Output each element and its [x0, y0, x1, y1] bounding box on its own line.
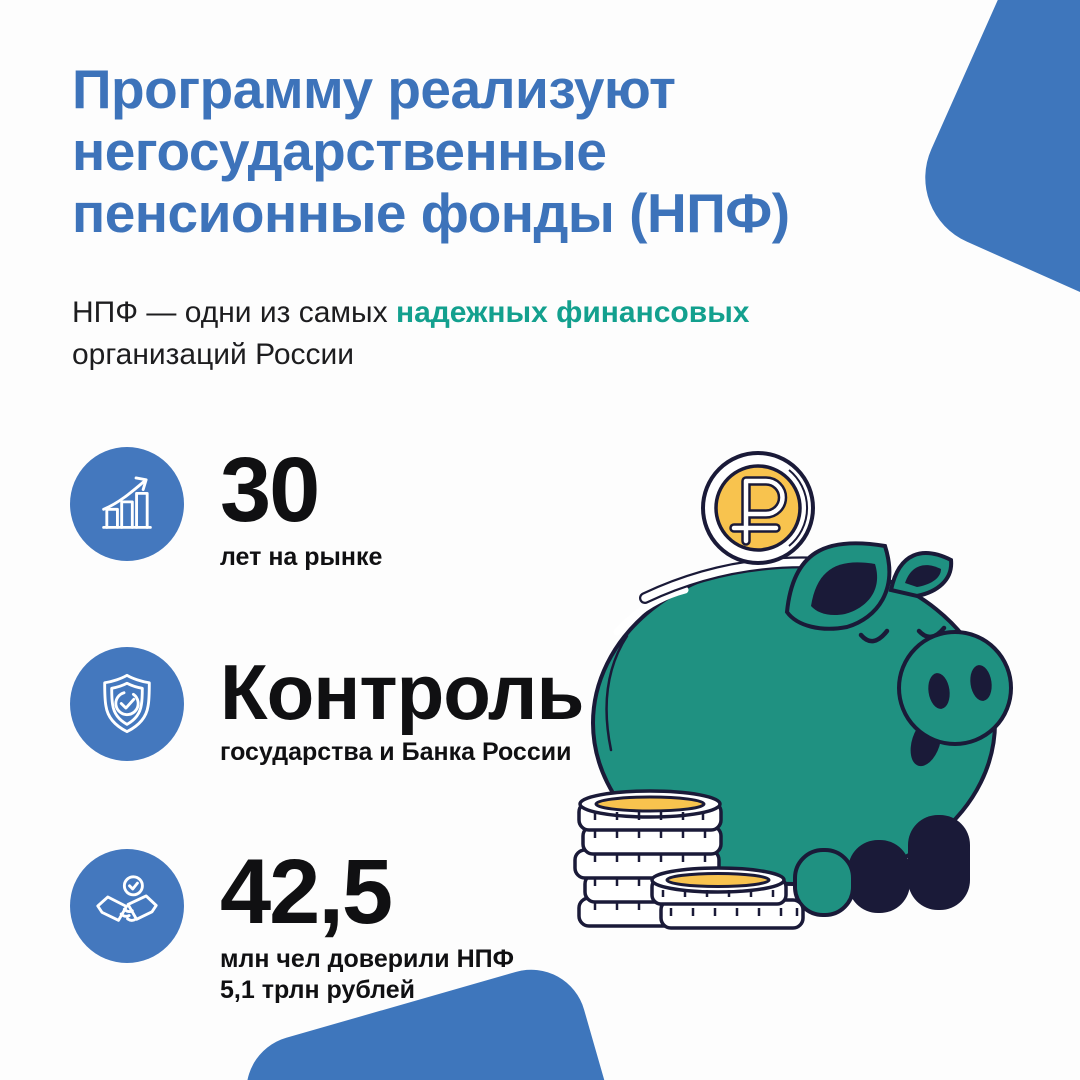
- title-line-2: негосударственные: [72, 120, 607, 182]
- handshake-icon: [70, 849, 184, 963]
- subtitle-line-2: организаций России: [72, 338, 355, 371]
- subtitle: [72, 292, 750, 376]
- stat-trust: [70, 841, 514, 1006]
- piggy-bank-illustration: [555, 420, 1075, 990]
- stat-text: [220, 439, 383, 573]
- subtitle-prefix: НПФ — одни из самых: [72, 296, 396, 329]
- title-line-1: Программу реализуют: [72, 58, 676, 120]
- pig-snout: [899, 632, 1011, 744]
- stat-control: [70, 647, 583, 768]
- coin-stack-front: [652, 868, 803, 928]
- growth-chart-icon: [70, 447, 184, 561]
- title-line-3: пенсионные фонды (НПФ): [72, 182, 790, 244]
- shield-check-icon: [70, 647, 184, 761]
- stat-value: 30: [220, 439, 319, 541]
- subtitle-highlight: надежных финансовых: [395, 296, 750, 329]
- stat-value: 42,5: [220, 841, 392, 943]
- ruble-coin-icon: [703, 453, 813, 563]
- stat-text: [220, 647, 583, 768]
- stat-value: Контроль: [220, 648, 584, 736]
- stat-label: государства и Банка России: [220, 738, 572, 767]
- decor-shape-top-right: [903, 0, 1080, 408]
- page-title: [72, 58, 790, 244]
- stat-text: [220, 841, 514, 1006]
- subtitle-line-1: [72, 292, 750, 334]
- stat-years-on-market: [70, 439, 383, 573]
- stat-label: млн чел доверили НПФ 5,1 трлн рублей: [220, 945, 514, 1005]
- stat-label: лет на рынке: [220, 543, 383, 572]
